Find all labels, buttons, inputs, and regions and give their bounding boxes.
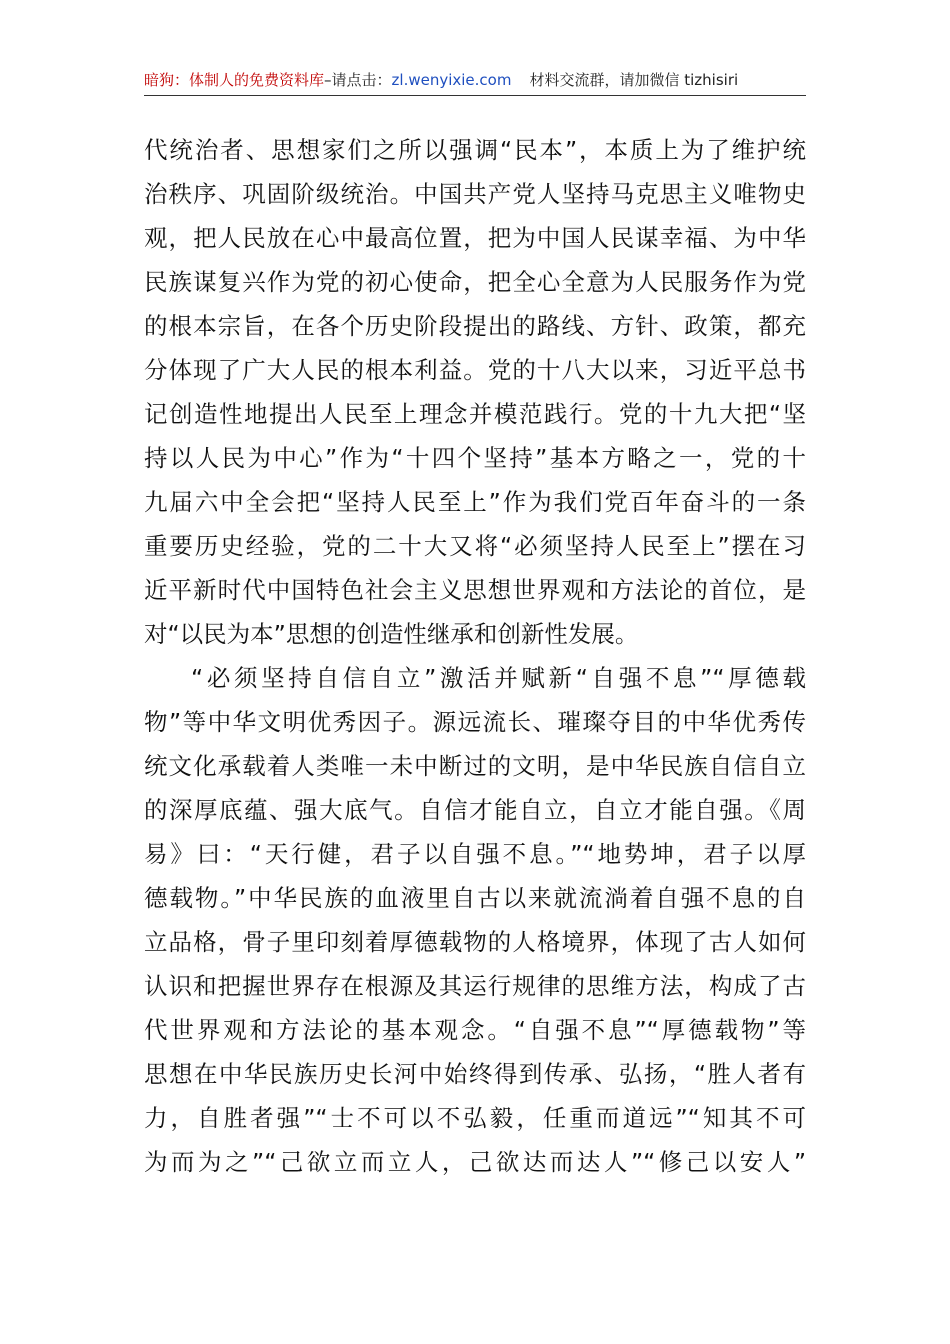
header-brand: 暗狗：体制人的免费资料库 [144,71,325,89]
text-line: 的根本宗旨，在各个历史阶段提出的路线、方针、政策，都充 [144,312,806,340]
text-line: 立品格，骨子里印刻着厚德载物的人格境界，体现了古人如何 [144,928,806,956]
text-line: 德载物。”中华民族的血液里自古以来就流淌着自强不息的自 [144,884,806,912]
text-line: 物”等中华文明优秀因子。源远流长、璀璨夺目的中华优秀传 [144,708,806,736]
text-line: 民族谋复兴作为党的初心使命，把全心全意为人民服务作为党 [144,268,806,296]
text-line: 治秩序、巩固阶级统治。中国共产党人坚持马克思主义唯物史 [144,180,806,208]
text-line: 思想在中华民族历史长河中始终得到传承、弘扬，“胜人者有 [144,1060,806,1088]
text-line: 观，把人民放在心中最高位置，把为中国人民谋幸福、为中华 [144,224,806,252]
paragraph-1 [144,128,806,656]
text-line: 的深厚底蕴、强大底气。自信才能自立，自立才能自强。《周 [144,796,806,824]
text-line: “必须坚持自信自立”激活并赋新“自强不息”“厚德载 [191,664,806,692]
text-line: 力，自胜者强”“士不可以不弘毅，任重而道远”“知其不可 [144,1104,806,1132]
text-line: 代统治者、思想家们之所以强调“民本”，本质上为了维护统 [144,136,806,164]
text-line: 九届六中全会把“坚持人民至上”作为我们党百年奋斗的一条 [144,488,806,516]
text-line: 近平新时代中国特色社会主义思想世界观和方法论的首位，是 [144,576,806,604]
text-line: 重要历史经验，党的二十大又将“必须坚持人民至上”摆在习 [144,532,806,560]
text-line: 认识和把握世界存在根源及其运行规律的思维方法，构成了古 [144,972,806,1000]
text-line: 分体现了广大人民的根本利益。党的十八大以来，习近平总书 [144,356,806,384]
header-prompt: –请点击： [324,71,392,89]
text-line: 统文化承载着人类唯一未中断过的文明，是中华民族自信自立 [144,752,806,780]
page-header [144,68,804,92]
header-contact: 材料交流群，请加微信 tizhisiri [529,71,739,89]
text-line: 易》曰：“天行健，君子以自强不息。”“地势坤，君子以厚 [144,840,806,868]
header-url-link[interactable]: zl.wenyixie.com [391,71,512,89]
header-divider [144,95,806,96]
text-line: 代世界观和方法论的基本观念。“自强不息”“厚德载物”等 [144,1016,806,1044]
text-line: 持以人民为中心”作为“十四个坚持”基本方略之一，党的十 [144,444,806,472]
paragraph-2 [144,656,806,1184]
text-line: 记创造性地提出人民至上理念并模范践行。党的十九大把“坚 [144,400,806,428]
text-line: 对“以民为本”思想的创造性继承和创新性发展。 [144,620,639,648]
body-text [144,128,806,1184]
text-line: 为而为之”“己欲立而立人，己欲达而达人”“修己以安人” [144,1148,806,1176]
